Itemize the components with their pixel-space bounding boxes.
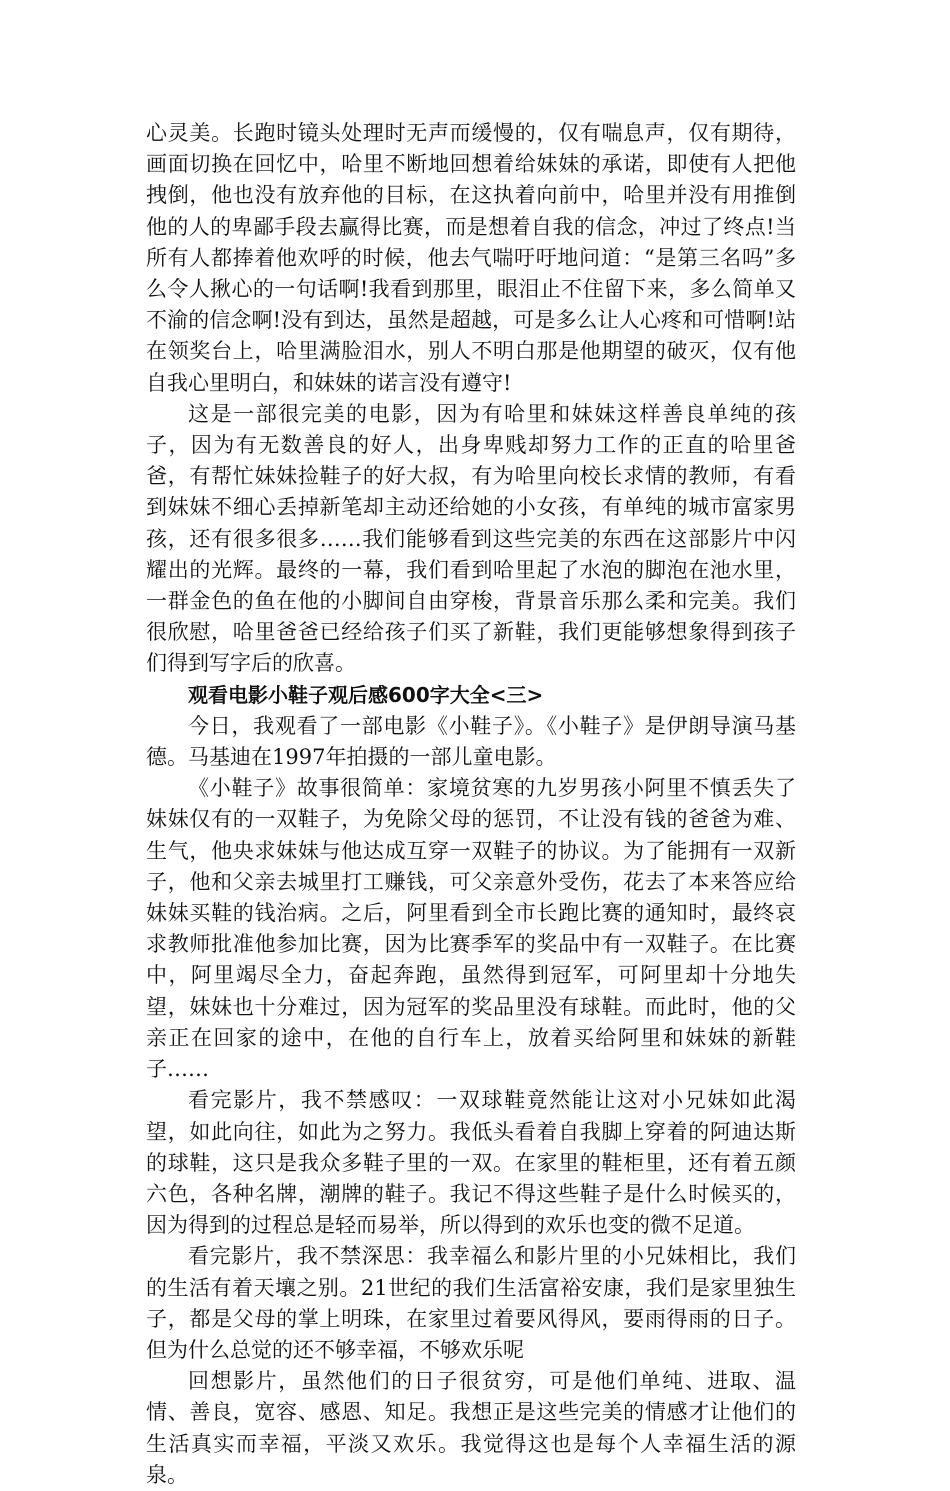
paragraph-reflection-2: 看完影片，我不禁深思：我幸福么和影片里的小兄妹相比，我们的生活有着天壤之别。21世纪的我们生活富裕安康，我们是家里独生子，都是父母的掌上明珠，在家里过着要风得风，要雨得雨的日子。但为什么总觉的还不够幸福，不够欢乐呢	[146, 1244, 796, 1362]
paragraph-perfect-movie: 这是一部很完美的电影，因为有哈里和妹妹这样善良单纯的孩子，因为有无数善良的好人，出身卑贱却努力工作的正直的哈里爸爸，有帮忙妹妹捡鞋子的好大叔，有为哈里向校长求情的教师，有看到妹妹不细心丢掉新笔却主动还给她的小女孩，有单纯的城市富家男孩，还有很多很多……我们能够看到这些完美的东西在这部影片中闪耀出的光辉。最终的一幕，我们看到哈里起了水泡的脚泡在池水里，一群金色的鱼在他的小脚间自由穿梭，背景音乐那么柔和完美。我们很欣慰，哈里爸爸已经给孩子们买了新鞋，我们更能够想象得到孩子们得到写字后的欣喜。	[146, 401, 796, 676]
section-heading: 观看电影小鞋子观后感600字大全<三>	[188, 682, 544, 707]
document-page	[146, 118, 796, 1491]
paragraph-reflection-1: 看完影片，我不禁感叹：一双球鞋竟然能让这对小兄妹如此渴望，如此向往，如此为之努力。我低头看着自我脚上穿着的阿迪达斯的球鞋，这只是我众多鞋子里的一双。在家里的鞋柜里，还有着五颜六色，各种名牌，潮牌的鞋子。我记不得这些鞋子是什么时候买的，因为得到的过程总是轻而易举，所以得到的欢乐也变的微不足道。	[146, 1088, 796, 1238]
paragraph-story: 《小鞋子》故事很简单：家境贫寒的九岁男孩小阿里不慎丢失了妹妹仅有的一双鞋子，为免除父母的惩罚，不让没有钱的爸爸为难、生气，他央求妹妹与他达成互穿一双鞋子的协议。为了能拥有一双新子，他和父亲去城里打工赚钱，可父亲意外受伤，花去了本来答应给妹妹买鞋的钱治病。之后，阿里看到全市长跑比赛的通知时，最终哀求教师批准他参加比赛，因为比赛季军的奖品中有一双鞋子。在比赛中，阿里竭尽全力，奋起奔跑，虽然得到冠军，可阿里却十分地失望，妹妹也十分难过，因为冠军的奖品里没有球鞋。而此时，他的父亲正在回家的途中，在他的自行车上，放着买给阿里和妹妹的新鞋子……	[146, 776, 796, 1082]
paragraph-intro: 今日，我观看了一部电影《小鞋子》。《小鞋子》是伊朗导演马基德。马基迪在1997年拍摄的一部儿童电影。	[146, 713, 796, 770]
paragraph-conclusion: 回想影片，虽然他们的日子很贫穷，可是他们单纯、进取、温情、善良，宽容、感恩、知足。我想正是这些完美的情感才让他们的生活真实而幸福，平淡又欢乐。我觉得这也是每个人幸福生活的源泉。	[146, 1369, 796, 1487]
paragraph-continuation: 心灵美。长跑时镜头处理时无声而缓慢的，仅有喘息声，仅有期待，画面切换在回忆中，哈里不断地回想着给妹妹的承诺，即使有人把他拽倒，他也没有放弃他的目标，在这执着向前中，哈里并没有用推倒他的人的卑鄙手段去赢得比赛，而是想着自我的信念，冲过了终点!当所有人都捧着他欢呼的时候，他去气喘吁吁地问道：“是第三名吗”多么令人揪心的一句话啊!我看到那里，眼泪止不住留下来，多么简单又不渝的信念啊!没有到达，虽然是超越，可是多么让人心疼和可惜啊!站在领奖台上，哈里满脸泪水，别人不明白那是他期望的破灭，仅有他自我心里明白，和妹妹的诺言没有遵守!	[146, 121, 796, 395]
